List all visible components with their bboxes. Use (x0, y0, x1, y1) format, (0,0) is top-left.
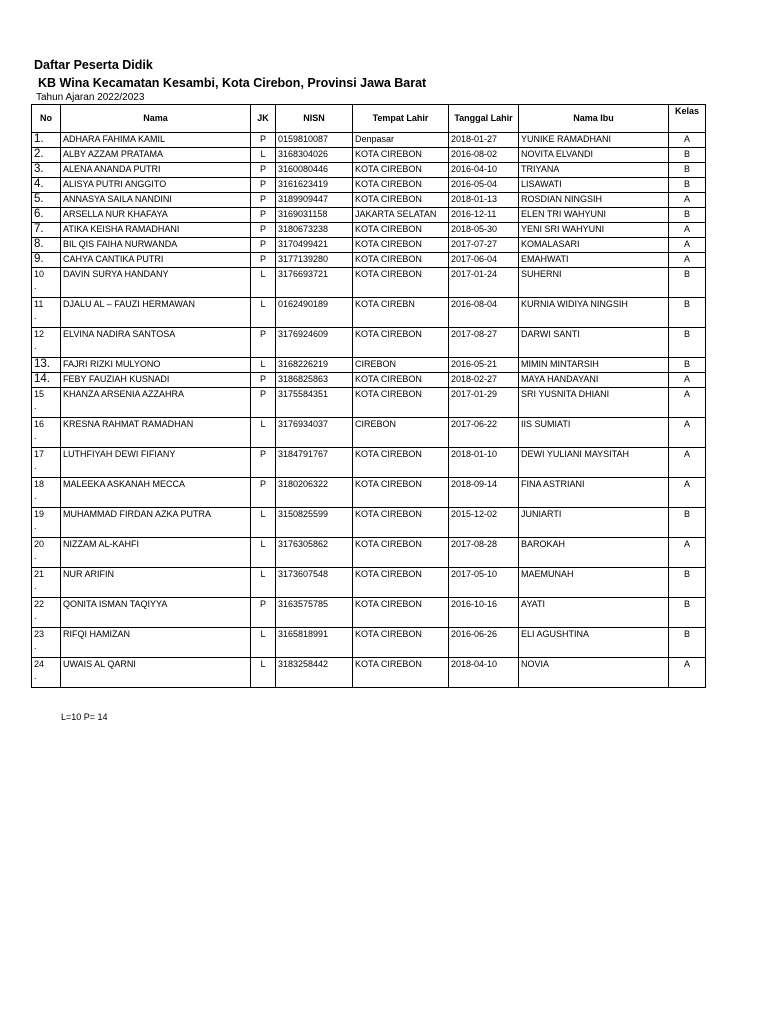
cell-gender: P (251, 223, 276, 238)
cell-nisn: 3177139280 (276, 253, 353, 268)
table-row (32, 328, 706, 358)
cell-birth-date: 2015-12-02 (449, 508, 519, 538)
table-row (32, 268, 706, 298)
cell-student-name: FAJRI RIZKI MULYONO (61, 358, 251, 373)
cell-row-number: 5. (32, 193, 61, 208)
cell-birth-date: 2016-04-10 (449, 163, 519, 178)
cell-birth-place: KOTA CIREBON (353, 268, 449, 298)
cell-row-number: 8. (32, 238, 61, 253)
cell-birth-date: 2017-08-28 (449, 538, 519, 568)
cell-nisn: 3169031158 (276, 208, 353, 223)
cell-nisn: 3161623419 (276, 178, 353, 193)
cell-student-name: ALENA ANANDA PUTRI (61, 163, 251, 178)
cell-student-name: DJALU AL – FAUZI HERMAWAN (61, 298, 251, 328)
cell-birth-place: KOTA CIREBON (353, 388, 449, 418)
cell-class: B (669, 268, 706, 298)
cell-nisn: 3180206322 (276, 478, 353, 508)
cell-row-number: 9. (32, 253, 61, 268)
cell-class: A (669, 418, 706, 448)
cell-birth-place: KOTA CIREBON (353, 328, 449, 358)
cell-birth-place: KOTA CIREBON (353, 478, 449, 508)
cell-birth-date: 2016-08-02 (449, 148, 519, 163)
table-row (32, 253, 706, 268)
cell-nisn: 3173607548 (276, 568, 353, 598)
cell-class: A (669, 373, 706, 388)
cell-nisn: 3176305862 (276, 538, 353, 568)
cell-row-number: 10 . (32, 268, 61, 298)
col-header-jk: JK (251, 105, 276, 133)
cell-row-number: 2. (32, 148, 61, 163)
cell-nisn: 3175584351 (276, 388, 353, 418)
cell-birth-date: 2016-12-11 (449, 208, 519, 223)
table-row (32, 208, 706, 223)
cell-gender: L (251, 418, 276, 448)
cell-nisn: 3163575785 (276, 598, 353, 628)
cell-mother-name: IIS SUMIATI (519, 418, 669, 448)
cell-birth-date: 2017-01-29 (449, 388, 519, 418)
table-row (32, 178, 706, 193)
cell-nisn: 3184791767 (276, 448, 353, 478)
cell-gender: P (251, 388, 276, 418)
col-header-nisn: NISN (276, 105, 353, 133)
cell-nisn: 3165818991 (276, 628, 353, 658)
cell-birth-place: KOTA CIREBON (353, 163, 449, 178)
cell-row-number: 19 . (32, 508, 61, 538)
cell-class: B (669, 508, 706, 538)
cell-student-name: CAHYA CANTIKA PUTRI (61, 253, 251, 268)
cell-birth-date: 2016-10-16 (449, 598, 519, 628)
cell-mother-name: KURNIA WIDIYA NINGSIH (519, 298, 669, 328)
cell-nisn: 0162490189 (276, 298, 353, 328)
cell-birth-date: 2016-05-04 (449, 178, 519, 193)
cell-birth-date: 2018-02-27 (449, 373, 519, 388)
cell-row-number: 13. (32, 358, 61, 373)
cell-birth-place: KOTA CIREBON (353, 628, 449, 658)
cell-birth-place: KOTA CIREBON (353, 253, 449, 268)
cell-row-number: 6. (32, 208, 61, 223)
cell-row-number: 14. (32, 373, 61, 388)
cell-class: A (669, 223, 706, 238)
cell-row-number: 17 . (32, 448, 61, 478)
cell-class: B (669, 598, 706, 628)
cell-birth-place: KOTA CIREBON (353, 568, 449, 598)
cell-nisn: 3150825599 (276, 508, 353, 538)
cell-birth-date: 2017-06-04 (449, 253, 519, 268)
cell-student-name: KRESNA RAHMAT RAMADHAN (61, 418, 251, 448)
table-row (32, 223, 706, 238)
cell-mother-name: SRI YUSNITA DHIANI (519, 388, 669, 418)
cell-student-name: NIZZAM AL-KAHFI (61, 538, 251, 568)
cell-gender: L (251, 538, 276, 568)
cell-student-name: RIFQI HAMIZAN (61, 628, 251, 658)
gender-summary: L=10 P= 14 (61, 712, 108, 722)
cell-mother-name: AYATI (519, 598, 669, 628)
cell-mother-name: KOMALASARI (519, 238, 669, 253)
cell-birth-place: KOTA CIREBN (353, 298, 449, 328)
cell-birth-place: CIREBON (353, 418, 449, 448)
cell-birth-date: 2016-05-21 (449, 358, 519, 373)
cell-gender: L (251, 298, 276, 328)
table-row (32, 568, 706, 598)
cell-student-name: ALBY AZZAM PRATAMA (61, 148, 251, 163)
cell-nisn: 3168226219 (276, 358, 353, 373)
cell-birth-date: 2018-04-10 (449, 658, 519, 688)
table-row (32, 538, 706, 568)
cell-nisn: 3183258442 (276, 658, 353, 688)
cell-gender: L (251, 508, 276, 538)
cell-row-number: 4. (32, 178, 61, 193)
cell-class: B (669, 358, 706, 373)
cell-gender: P (251, 208, 276, 223)
cell-nisn: 3170499421 (276, 238, 353, 253)
cell-class: B (669, 178, 706, 193)
cell-nisn: 3180673238 (276, 223, 353, 238)
cell-row-number: 3. (32, 163, 61, 178)
cell-gender: P (251, 238, 276, 253)
col-header-kelas: Kelas (669, 105, 706, 133)
cell-class: A (669, 538, 706, 568)
cell-birth-place: KOTA CIREBON (353, 508, 449, 538)
cell-gender: P (251, 373, 276, 388)
table-row (32, 163, 706, 178)
cell-class: B (669, 148, 706, 163)
cell-student-name: ATIKA KEISHA RAMADHANI (61, 223, 251, 238)
cell-row-number: 12 . (32, 328, 61, 358)
col-header-nama: Nama (61, 105, 251, 133)
table-row (32, 448, 706, 478)
cell-gender: P (251, 448, 276, 478)
cell-mother-name: YUNIKE RAMADHANI (519, 133, 669, 148)
cell-gender: L (251, 268, 276, 298)
cell-birth-date: 2016-08-04 (449, 298, 519, 328)
col-header-nama-ibu: Nama Ibu (519, 105, 669, 133)
cell-student-name: ELVINA NADIRA SANTOSA (61, 328, 251, 358)
cell-mother-name: TRIYANA (519, 163, 669, 178)
cell-class: A (669, 238, 706, 253)
table-body (32, 133, 706, 688)
cell-class: A (669, 133, 706, 148)
table-row (32, 133, 706, 148)
cell-mother-name: EMAHWATI (519, 253, 669, 268)
table-row (32, 508, 706, 538)
col-header-tanggal-lahir: Tanggal Lahir (449, 105, 519, 133)
cell-student-name: QONITA ISMAN TAQIYYA (61, 598, 251, 628)
cell-mother-name: ROSDIAN NINGSIH (519, 193, 669, 208)
cell-birth-place: JAKARTA SELATAN (353, 208, 449, 223)
col-header-tempat-lahir: Tempat Lahir (353, 105, 449, 133)
cell-gender: L (251, 658, 276, 688)
cell-student-name: MALEEKA ASKANAH MECCA (61, 478, 251, 508)
cell-birth-place: KOTA CIREBON (353, 223, 449, 238)
cell-gender: P (251, 193, 276, 208)
cell-gender: P (251, 178, 276, 193)
cell-class: A (669, 448, 706, 478)
cell-student-name: FEBY FAUZIAH KUSNADI (61, 373, 251, 388)
cell-gender: L (251, 568, 276, 598)
table-row (32, 598, 706, 628)
table-row (32, 658, 706, 688)
cell-nisn: 3176693721 (276, 268, 353, 298)
cell-class: A (669, 478, 706, 508)
cell-mother-name: FINA ASTRIANI (519, 478, 669, 508)
cell-class: B (669, 208, 706, 223)
cell-class: B (669, 163, 706, 178)
cell-class: A (669, 253, 706, 268)
cell-mother-name: JUNIARTI (519, 508, 669, 538)
table-row (32, 298, 706, 328)
cell-birth-place: KOTA CIREBON (353, 538, 449, 568)
table-row (32, 478, 706, 508)
cell-row-number: 24 . (32, 658, 61, 688)
cell-gender: L (251, 358, 276, 373)
cell-row-number: 1. (32, 133, 61, 148)
cell-row-number: 7. (32, 223, 61, 238)
cell-birth-place: Denpasar (353, 133, 449, 148)
cell-birth-place: KOTA CIREBON (353, 658, 449, 688)
table-header-row (32, 105, 706, 133)
cell-mother-name: ELI AGUSHTINA (519, 628, 669, 658)
cell-gender: P (251, 478, 276, 508)
cell-mother-name: ELEN TRI WAHYUNI (519, 208, 669, 223)
cell-student-name: KHANZA ARSENIA AZZAHRA (61, 388, 251, 418)
cell-class: B (669, 298, 706, 328)
cell-mother-name: SUHERNI (519, 268, 669, 298)
cell-student-name: MUHAMMAD FIRDAN AZKA PUTRA (61, 508, 251, 538)
cell-birth-place: CIREBON (353, 358, 449, 373)
cell-row-number: 20 . (32, 538, 61, 568)
cell-birth-date: 2018-01-10 (449, 448, 519, 478)
cell-birth-date: 2017-01-24 (449, 268, 519, 298)
cell-mother-name: YENI SRI WAHYUNI (519, 223, 669, 238)
cell-gender: P (251, 328, 276, 358)
cell-birth-place: KOTA CIREBON (353, 238, 449, 253)
cell-mother-name: MAEMUNAH (519, 568, 669, 598)
table-row (32, 358, 706, 373)
cell-birth-date: 2018-05-30 (449, 223, 519, 238)
cell-nisn: 0159810087 (276, 133, 353, 148)
cell-mother-name: NOVIA (519, 658, 669, 688)
cell-class: A (669, 388, 706, 418)
cell-mother-name: BAROKAH (519, 538, 669, 568)
cell-gender: L (251, 628, 276, 658)
cell-mother-name: DARWI SANTI (519, 328, 669, 358)
cell-class: B (669, 628, 706, 658)
cell-birth-place: KOTA CIREBON (353, 193, 449, 208)
cell-birth-date: 2018-01-13 (449, 193, 519, 208)
cell-class: A (669, 658, 706, 688)
cell-birth-date: 2017-05-10 (449, 568, 519, 598)
student-table (31, 104, 706, 688)
col-header-no: No (32, 105, 61, 133)
table-row (32, 628, 706, 658)
cell-nisn: 3176934037 (276, 418, 353, 448)
cell-birth-date: 2016-06-26 (449, 628, 519, 658)
table-row (32, 418, 706, 448)
cell-student-name: LUTHFIYAH DEWI FIFIANY (61, 448, 251, 478)
cell-student-name: ANNASYA SAILA NANDINI (61, 193, 251, 208)
cell-nisn: 3186825863 (276, 373, 353, 388)
document-title: Daftar Peserta Didik (34, 58, 153, 72)
cell-gender: P (251, 133, 276, 148)
cell-birth-date: 2017-08-27 (449, 328, 519, 358)
school-subtitle: KB Wina Kecamatan Kesambi, Kota Cirebon, Provinsi Jawa Barat (38, 76, 427, 90)
cell-student-name: NUR ARIFIN (61, 568, 251, 598)
cell-class: A (669, 193, 706, 208)
cell-birth-place: KOTA CIREBON (353, 598, 449, 628)
table-row (32, 373, 706, 388)
cell-birth-place: KOTA CIREBON (353, 148, 449, 163)
cell-row-number: 23 . (32, 628, 61, 658)
cell-mother-name: MIMIN MINTARSIH (519, 358, 669, 373)
cell-nisn: 3189909447 (276, 193, 353, 208)
cell-birth-date: 2018-01-27 (449, 133, 519, 148)
cell-birth-place: KOTA CIREBON (353, 178, 449, 193)
cell-row-number: 16 . (32, 418, 61, 448)
cell-student-name: ALISYA PUTRI ANGGITO (61, 178, 251, 193)
cell-gender: P (251, 163, 276, 178)
cell-row-number: 11 . (32, 298, 61, 328)
cell-birth-place: KOTA CIREBON (353, 373, 449, 388)
cell-mother-name: LISAWATI (519, 178, 669, 193)
cell-student-name: ARSELLA NUR KHAFAYA (61, 208, 251, 223)
cell-mother-name: DEWI YULIANI MAYSITAH (519, 448, 669, 478)
cell-nisn: 3160080446 (276, 163, 353, 178)
cell-class: B (669, 328, 706, 358)
cell-class: B (669, 568, 706, 598)
cell-mother-name: NOVITA ELVANDI (519, 148, 669, 163)
cell-row-number: 18 . (32, 478, 61, 508)
cell-row-number: 15 . (32, 388, 61, 418)
cell-gender: L (251, 148, 276, 163)
table-row (32, 238, 706, 253)
table-row (32, 193, 706, 208)
cell-birth-date: 2017-06-22 (449, 418, 519, 448)
cell-nisn: 3168304026 (276, 148, 353, 163)
academic-year: Tahun Ajaran 2022/2023 (36, 92, 145, 103)
cell-mother-name: MAYA HANDAYANI (519, 373, 669, 388)
table-row (32, 148, 706, 163)
cell-student-name: UWAIS AL QARNI (61, 658, 251, 688)
cell-row-number: 21 . (32, 568, 61, 598)
cell-student-name: ADHARA FAHIMA KAMIL (61, 133, 251, 148)
cell-student-name: DAVIN SURYA HANDANY (61, 268, 251, 298)
cell-birth-date: 2018-09-14 (449, 478, 519, 508)
cell-student-name: BIL QIS FAIHA NURWANDA (61, 238, 251, 253)
cell-birth-place: KOTA CIREBON (353, 448, 449, 478)
cell-gender: P (251, 253, 276, 268)
cell-nisn: 3176924609 (276, 328, 353, 358)
table-row (32, 388, 706, 418)
cell-gender: P (251, 598, 276, 628)
cell-birth-date: 2017-07-27 (449, 238, 519, 253)
cell-row-number: 22 . (32, 598, 61, 628)
